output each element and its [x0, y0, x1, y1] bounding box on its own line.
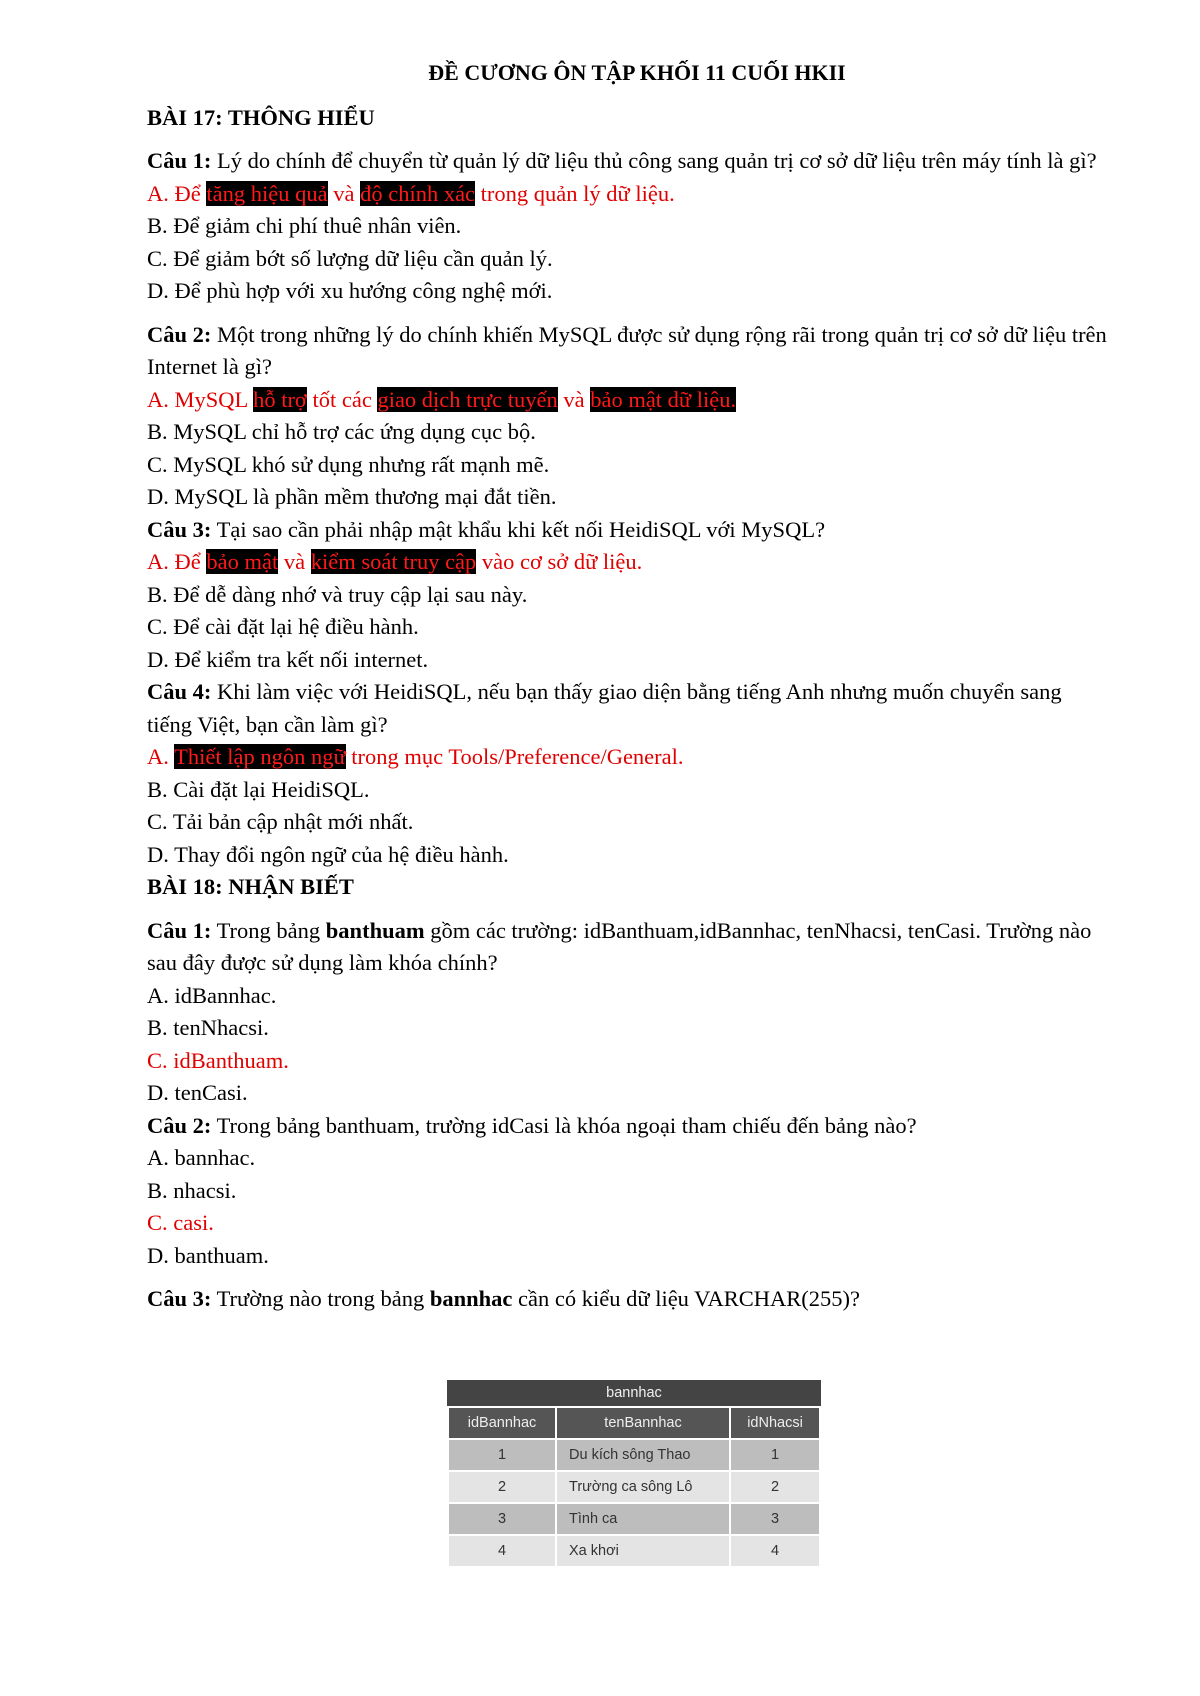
- answer-option: B. Để dễ dàng nhớ và truy cập lại sau này.: [147, 581, 528, 607]
- column-header: tenBannhac: [557, 1406, 729, 1438]
- answer-option: D. Để kiểm tra kết nối internet.: [147, 646, 429, 672]
- answer-option: D. tenCasi.: [147, 1080, 248, 1105]
- section-heading-bai17: BÀI 17: THÔNG HIỂU: [147, 104, 375, 130]
- answer-option: C. MySQL khó sử dụng nhưng rất mạnh mẽ.: [147, 451, 550, 477]
- question-text: [147, 514, 1107, 547]
- table-header-row: [449, 1406, 819, 1438]
- table-name-bold: bannhac: [429, 1286, 513, 1311]
- highlighted-phrase: độ chính xác: [360, 180, 476, 206]
- highlighted-phrase: Thiết lập ngôn ngữ: [174, 744, 346, 769]
- column-header: idNhacsi: [731, 1406, 819, 1438]
- answer-segment: A. Để: [147, 180, 207, 206]
- question-body: cần có kiểu dữ liệu VARCHAR(255)?: [512, 1286, 860, 1311]
- question-body: Trong bảng: [211, 917, 326, 943]
- highlighted-phrase: kiểm soát truy cập: [310, 549, 477, 574]
- answer-segment: vào cơ sở dữ liệu.: [476, 549, 643, 574]
- answer-segment: trong quản lý dữ liệu.: [475, 180, 675, 206]
- question-body: Một trong những lý do chính khiến MySQL được sử dụng rộng rãi trong quản trị cơ sở dữ liệu trên Internet là gì?: [147, 321, 1107, 379]
- column-header: idBannhac: [449, 1406, 555, 1438]
- question-body: Trong bảng banthuam, trường idCasi là khóa ngoại tham chiếu đến bảng nào?: [211, 1112, 917, 1138]
- highlighted-phrase: bảo mật dữ liệu.: [590, 386, 737, 412]
- table-cell: Du kích sông Thao: [557, 1438, 729, 1470]
- answer-option: C. Tải bản cập nhật mới nhất.: [147, 809, 414, 834]
- answer-option: B. nhacsi.: [147, 1177, 237, 1203]
- table-row: [449, 1470, 819, 1502]
- table-cell: Xa khơi: [557, 1534, 729, 1566]
- table-cell: 2: [731, 1470, 819, 1502]
- answer-option: D. Để phù hợp với xu hướng công nghệ mới.: [147, 278, 553, 303]
- answer-option: A. bannhac.: [147, 1145, 256, 1170]
- highlighted-phrase: giao dịch trực tuyến: [377, 386, 558, 412]
- document-body: [147, 57, 1107, 1316]
- highlighted-phrase: hỗ trợ: [253, 386, 307, 412]
- answer-option-correct: [147, 741, 1107, 774]
- question-label: Câu 1:: [147, 148, 212, 173]
- bannhac-table: [447, 1380, 821, 1566]
- answer-option-correct: [147, 178, 1107, 211]
- answer-segment: trong mục Tools/Preference/General.: [345, 744, 684, 769]
- question-text: [147, 915, 1107, 980]
- table-row: [449, 1502, 819, 1534]
- question-label: Câu 2:: [147, 321, 212, 347]
- answer-option-correct: C. casi.: [147, 1210, 214, 1235]
- answer-option: D. banthuam.: [147, 1242, 269, 1268]
- question-text: [147, 145, 1107, 178]
- answer-segment: và: [557, 386, 591, 412]
- section-heading-bai18: BÀI 18: NHẬN BIẾT: [147, 874, 354, 899]
- question-label: Câu 1:: [147, 917, 212, 943]
- table-cell: 3: [731, 1502, 819, 1534]
- question-body: Tại sao cần phải nhập mật khẩu khi kết nối HeidiSQL với MySQL?: [211, 516, 826, 542]
- answer-option-correct: [147, 546, 1107, 579]
- question-label: Câu 4:: [147, 679, 212, 704]
- answer-option: A. idBannhac.: [147, 982, 277, 1008]
- question-body: gồm các trường: idBanthuam,idBannhac, tenNhacsi, tenCasi. Trường nào sau đây được sử dụng làm khóa chính?: [147, 917, 1092, 975]
- question-label: Câu 2:: [147, 1112, 212, 1138]
- highlighted-phrase: tăng hiệu quả: [206, 180, 328, 206]
- answer-option: B. MySQL chỉ hỗ trợ các ứng dụng cục bộ.: [147, 419, 536, 444]
- table-row: [449, 1534, 819, 1566]
- question-body: Khi làm việc với HeidiSQL, nếu bạn thấy giao diện bằng tiếng Anh nhưng muốn chuyển sang tiếng Việt, bạn cần làm gì?: [147, 679, 1062, 737]
- question-body: Trường nào trong bảng: [211, 1286, 430, 1311]
- answer-option: D. MySQL là phần mềm thương mại đắt tiền.: [147, 484, 557, 509]
- answer-option: B. Để giảm chi phí thuê nhân viên.: [147, 213, 462, 238]
- answer-segment: A. MySQL: [147, 386, 254, 412]
- answer-segment: A.: [147, 744, 175, 769]
- answer-option: B. tenNhacsi.: [147, 1015, 269, 1040]
- answer-option: C. Để giảm bớt số lượng dữ liệu cần quản lý.: [147, 245, 553, 271]
- question-text: [147, 319, 1107, 384]
- answer-option-correct: C. idBanthuam.: [147, 1047, 289, 1073]
- answer-option: B. Cài đặt lại HeidiSQL.: [147, 776, 370, 802]
- answer-option-correct: [147, 384, 1107, 417]
- table-cell: 1: [449, 1438, 555, 1470]
- answer-segment: A. Để: [147, 549, 207, 574]
- table-name-bold: banthuam: [325, 917, 425, 943]
- table-cell: 2: [449, 1470, 555, 1502]
- answer-segment: và: [278, 549, 311, 574]
- document-title: ĐỀ CƯƠNG ÔN TẬP KHỐI 11 CUỐI HKII: [428, 60, 846, 85]
- table-row: [449, 1438, 819, 1470]
- table-caption: bannhac: [447, 1380, 821, 1406]
- answer-option: C. Để cài đặt lại hệ điều hành.: [147, 614, 419, 639]
- answer-option: D. Thay đổi ngôn ngữ của hệ điều hành.: [147, 841, 509, 867]
- table-cell: Trường ca sông Lô: [557, 1470, 729, 1502]
- question-text: [147, 676, 1107, 741]
- answer-segment: tốt các: [306, 386, 378, 412]
- highlighted-phrase: bảo mật: [206, 549, 279, 574]
- question-text: [147, 1110, 1107, 1143]
- question-body: Lý do chính để chuyển từ quản lý dữ liệu thủ công sang quản trị cơ sở dữ liệu trên máy tính là gì?: [211, 148, 1097, 173]
- table-cell: 1: [731, 1438, 819, 1470]
- answer-segment: và: [327, 180, 361, 206]
- table-cell: 3: [449, 1502, 555, 1534]
- bannhac-table-figure: [447, 1380, 821, 1566]
- table-cell: 4: [449, 1534, 555, 1566]
- question-label: Câu 3:: [147, 516, 212, 542]
- question-label: Câu 3:: [147, 1286, 212, 1311]
- table-cell: Tình ca: [557, 1502, 729, 1534]
- question-text: [147, 1283, 1107, 1316]
- table-cell: 4: [731, 1534, 819, 1566]
